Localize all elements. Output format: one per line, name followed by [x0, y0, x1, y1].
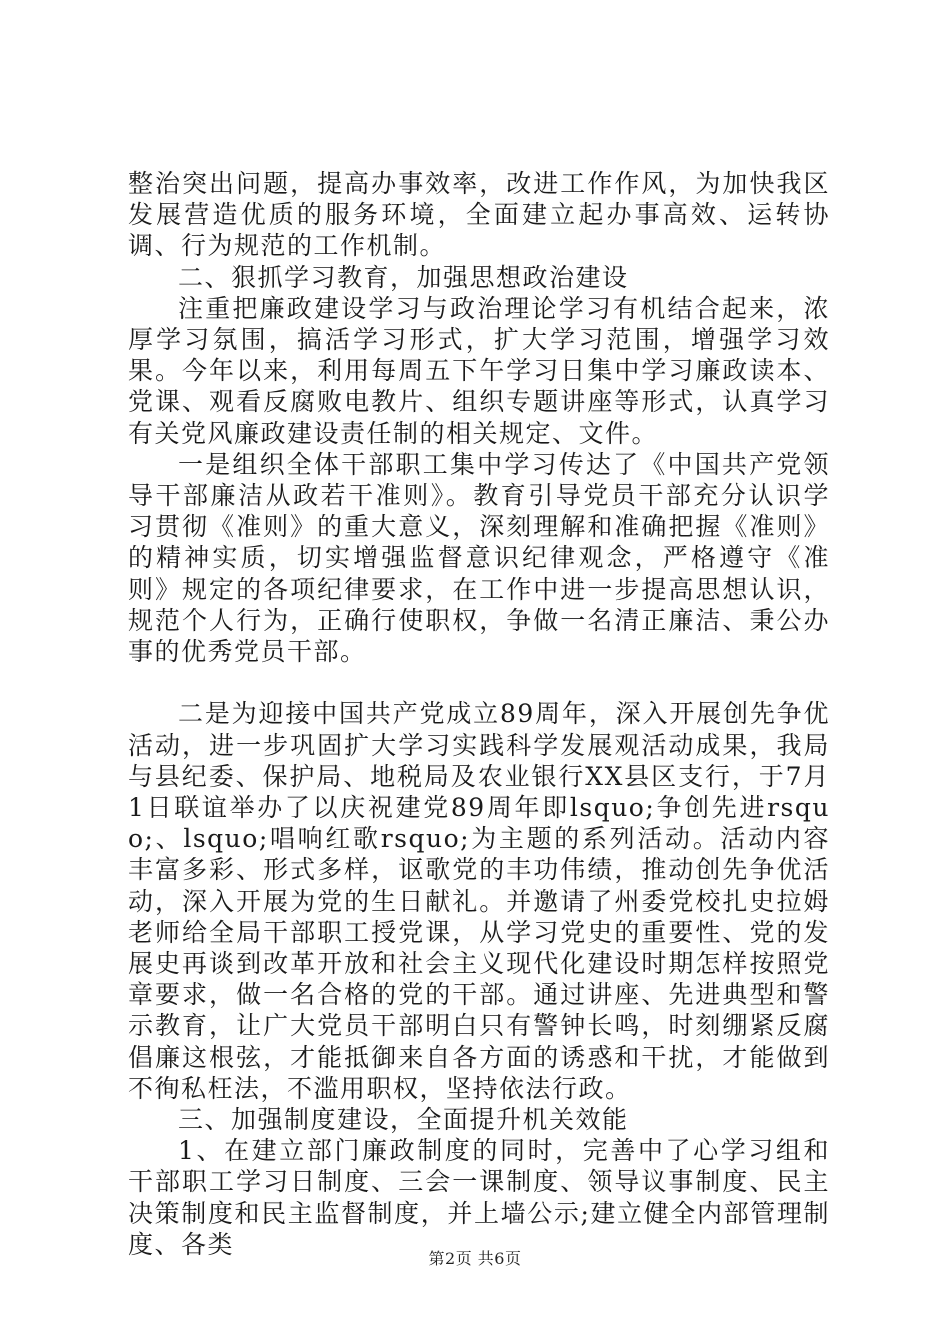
paragraph-gap [128, 667, 830, 698]
paragraph-point-two: 二是为迎接中国共产党成立89周年，深入开展创先争优活动，进一步巩固扩大学习实践科学发展观活动成果，我局与县纪委、保护局、地税局及农业银行XX县区支行，于7月1日联谊举办了以庆祝建党89周年即lsquo;争创先进rsquo;、lsquo;唱响红歌rsquo;为主题的系列活动。活动内容丰富多彩、形式多样，讴歌党的丰功伟绩，推动创先争优活动，深入开展为党的生日献礼。并邀请了州委党校扎史拉姆老师给全局干部职工授党课，从学习党史的重要性、党的发展史再谈到改革开放和社会主义现代化建设时期怎样按照党章要求，做一名合格的党的干部。通过讲座、先进典型和警示教育，让广大党员干部明白只有警钟长鸣，时刻绷紧反腐倡廉这根弦，才能抵御来自各方面的诱惑和干扰，才能做到不徇私枉法，不滥用职权，坚持依法行政。 [128, 699, 830, 1103]
paragraph-point-one: 一是组织全体干部职工集中学习传达了《中国共产党领导干部廉洁从政若干准则》。教育引导党员干部充分认识学习贯彻《准则》的重大意义，深刻理解和准确把握《准则》的精神实质，切实增强监督意识纪律观念，严格遵守《准则》规定的各项纪律要求，在工作中进一步提高思想认识，规范个人行为，正确行使职权，争做一名清正廉洁、秉公办事的优秀党员干部。 [128, 449, 830, 667]
document-body [128, 168, 830, 1260]
paragraph-system-building: 1、在建立部门廉政制度的同时，完善中了心学习组和干部职工学习日制度、三会一课制度、领导议事制度、民主决策制度和民主监督制度，并上墙公示;建立健全内部管理制度、各类 [128, 1136, 830, 1259]
section-heading-2: 二、狠抓学习教育，加强思想政治建设 [178, 262, 629, 292]
paragraph-study-integration: 注重把廉政建设学习与政治理论学习有机结合起来，浓厚学习氛围，搞活学习形式，扩大学习范围，增强学习效果。今年以来，利用每周五下午学习日集中学习廉政读本、党课、观看反腐败电教片、组织专题讲座等形式，认真学习有关党风廉政建设责任制的相关规定、文件。 [128, 293, 830, 448]
page-footer: 第2页 共6页 [428, 1249, 522, 1268]
section-heading-3: 三、加强制度建设，全面提升机关效能 [178, 1105, 629, 1135]
paragraph-continuation: 整治突出问题，提高办事效率，改进工作作风，为加快我区发展营造优质的服务环境，全面建立起办事高效、运转协调、行为规范的工作机制。 [128, 169, 830, 261]
